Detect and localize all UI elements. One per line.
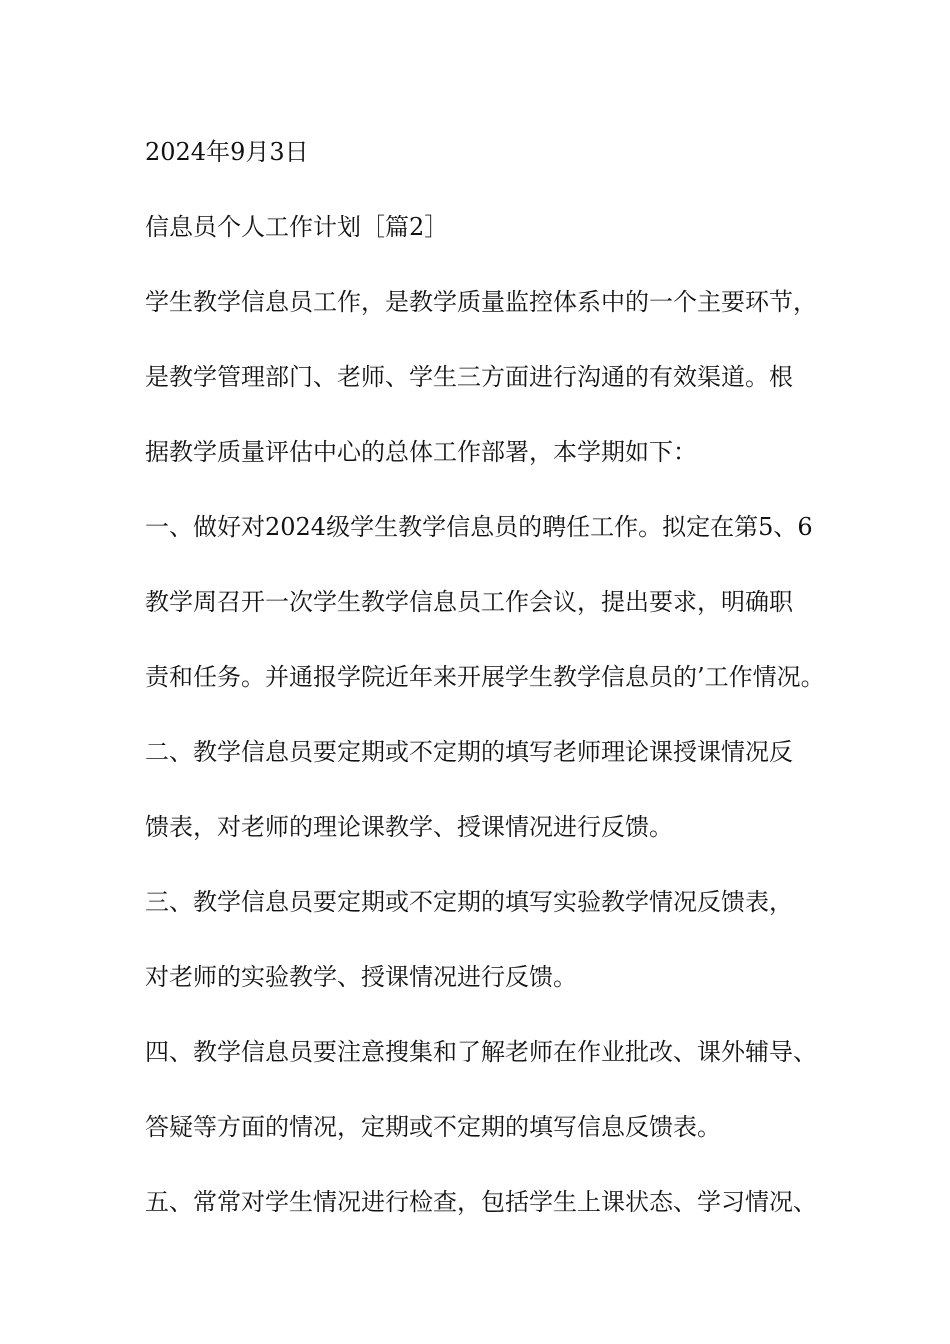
body-line: 五、常常对学生情况进行检查，包括学生上课状态、学习情况、 xyxy=(145,1188,817,1216)
body-line: 对老师的实验教学、授课情况进行反馈。 xyxy=(145,963,577,991)
body-line: 学生教学信息员工作，是教学质量监控体系中的一个主要环节， xyxy=(145,288,817,316)
body-line: 是教学管理部门、老师、学生三方面进行沟通的有效渠道。根 xyxy=(145,363,793,391)
body-line: 二、教学信息员要定期或不定期的填写老师理论课授课情况反 xyxy=(145,738,793,766)
document-title: 信息员个人工作计划［篇2］ xyxy=(145,213,449,241)
body-line: 三、教学信息员要定期或不定期的填写实验教学情况反馈表， xyxy=(145,888,793,916)
body-line: 馈表，对老师的理论课教学、授课情况进行反馈。 xyxy=(145,813,673,841)
body-line: 答疑等方面的情况，定期或不定期的填写信息反馈表。 xyxy=(145,1113,721,1141)
body-line: 据教学质量评估中心的总体工作部署，本学期如下： xyxy=(145,438,697,466)
body-line: 一、做好对2024级学生教学信息员的聘任工作。拟定在第5、6 xyxy=(145,513,813,541)
document-date: 2024年9月3日 xyxy=(145,138,309,166)
body-line: 四、教学信息员要注意搜集和了解老师在作业批改、课外辅导、 xyxy=(145,1038,817,1066)
body-line: 责和任务。并通报学院近年来开展学生教学信息员的’工作情况。 xyxy=(145,663,825,691)
body-line: 教学周召开一次学生教学信息员工作会议，提出要求，明确职 xyxy=(145,588,793,616)
